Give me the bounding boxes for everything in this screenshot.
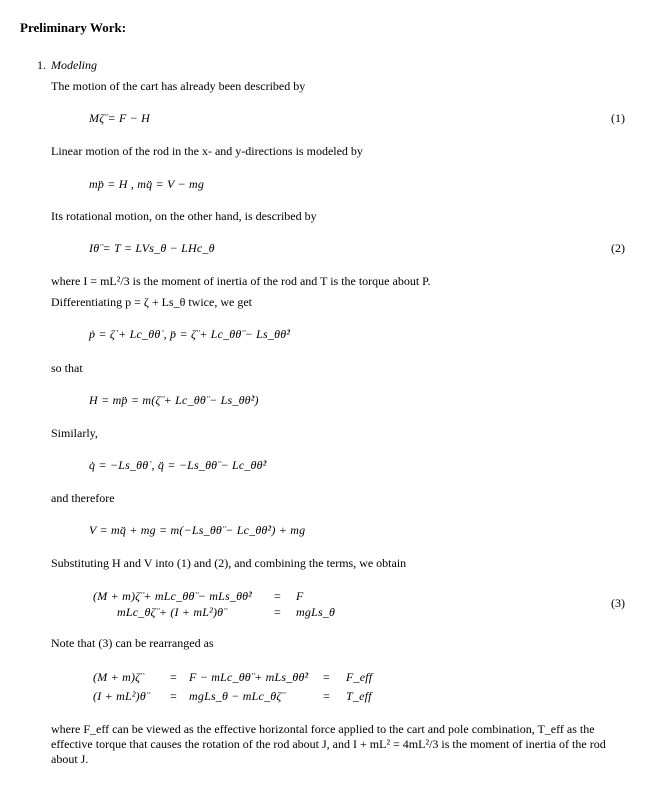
paragraph-differentiating: Differentiating p = ζ + Ls_θ twice, we get [51,295,252,309]
equation-q-derivatives: q̇ = −Ls_θθ̇ , q̈ = −Ls_θθ̈ − Lc_θθ̇² [89,458,267,472]
paragraph-so-that: so that [51,361,83,375]
equation-4-row1-rhs: F_eff [346,670,373,684]
equation-3-row1-rhs: F [296,589,304,603]
section-heading: Preliminary Work: [20,20,127,35]
equation-3-number: (3) [611,596,625,610]
item-number: 1. [37,58,46,72]
equation-H: H = mp̈ = m(ζ̈ + Lc_θθ̈ − Ls_θθ̇²) [89,393,259,407]
item-title: Modeling [51,58,97,72]
equation-4-row1-equals2: = [323,670,330,684]
equation-1: Mζ̈ = F − H [89,111,151,125]
paragraph-similarly: Similarly, [51,426,98,440]
equation-3-row2-lhs: mLc_θζ̈ + (I + mL²)θ̈ [117,605,224,619]
equation-p-derivatives: ṗ = ζ̇ + Lc_θθ̇ , p̈ = ζ̈ + Lc_θθ̈ − Ls_θθ̇² [89,327,291,341]
paragraph-rotational-intro: Its rotational motion, on the other hand, is described by [51,209,317,223]
paragraph-substituting: Substituting H and V into (1) and (2), and combining the terms, we obtain [51,556,407,570]
paragraph-linear-intro: Linear motion of the rod in the x- and y-directions is modeled by [51,144,363,158]
equation-3-row1-lhs: (M + m)ζ̈ + mLc_θθ̈ − mLs_θθ̇² [93,589,253,603]
equation-4-row2-lhs: (I + mL²)θ̈ [93,689,146,703]
equation-2: Iθ̈ = T = LVs_θ − LHc_θ [89,241,215,255]
equation-linear-motion: mp̈ = H , mq̈ = V − mg [89,177,205,191]
equation-4-row2-equals2: = [323,689,330,703]
equation-3-row2-rhs: mgLs_θ [296,605,336,619]
equation-4-row2-rhs: T_eff [346,689,372,703]
paragraph-note: Note that (3) can be rearranged as [51,636,214,650]
equation-2-number: (2) [611,241,625,255]
paragraph-final: where F_eff can be viewed as the effective horizontal force applied to the cart and pole combination, T_eff as the effective torque that causes the rotation of the rod about J, and I + mL² = 4mL²/3 is the moment of inertia of the rod about J. [51,722,606,766]
equation-1-number: (1) [611,111,625,125]
equation-3-row2-equals: = [274,605,281,619]
paragraph-inertia: where I = mL²/3 is the moment of inertia of the rod and T is the torque about P. [51,274,431,288]
equation-V: V = mq̈ + mg = m(−Ls_θθ̈ − Lc_θθ̇²) + mg [89,523,306,537]
paragraph-therefore: and therefore [51,491,115,505]
equation-4-row1-mid: F − mLc_θθ̈ + mLs_θθ̇² [189,670,309,684]
equation-3-row1-equals: = [274,589,281,603]
paragraph-cart-intro: The motion of the cart has already been described by [51,79,306,93]
equation-4-row2-mid: mgLs_θ − mLc_θζ̈ [189,689,282,703]
equation-4-row2-equals1: = [170,689,177,703]
equation-4-row1-equals1: = [170,670,177,684]
equation-4-row1-lhs: (M + m)ζ̈ [93,670,141,684]
